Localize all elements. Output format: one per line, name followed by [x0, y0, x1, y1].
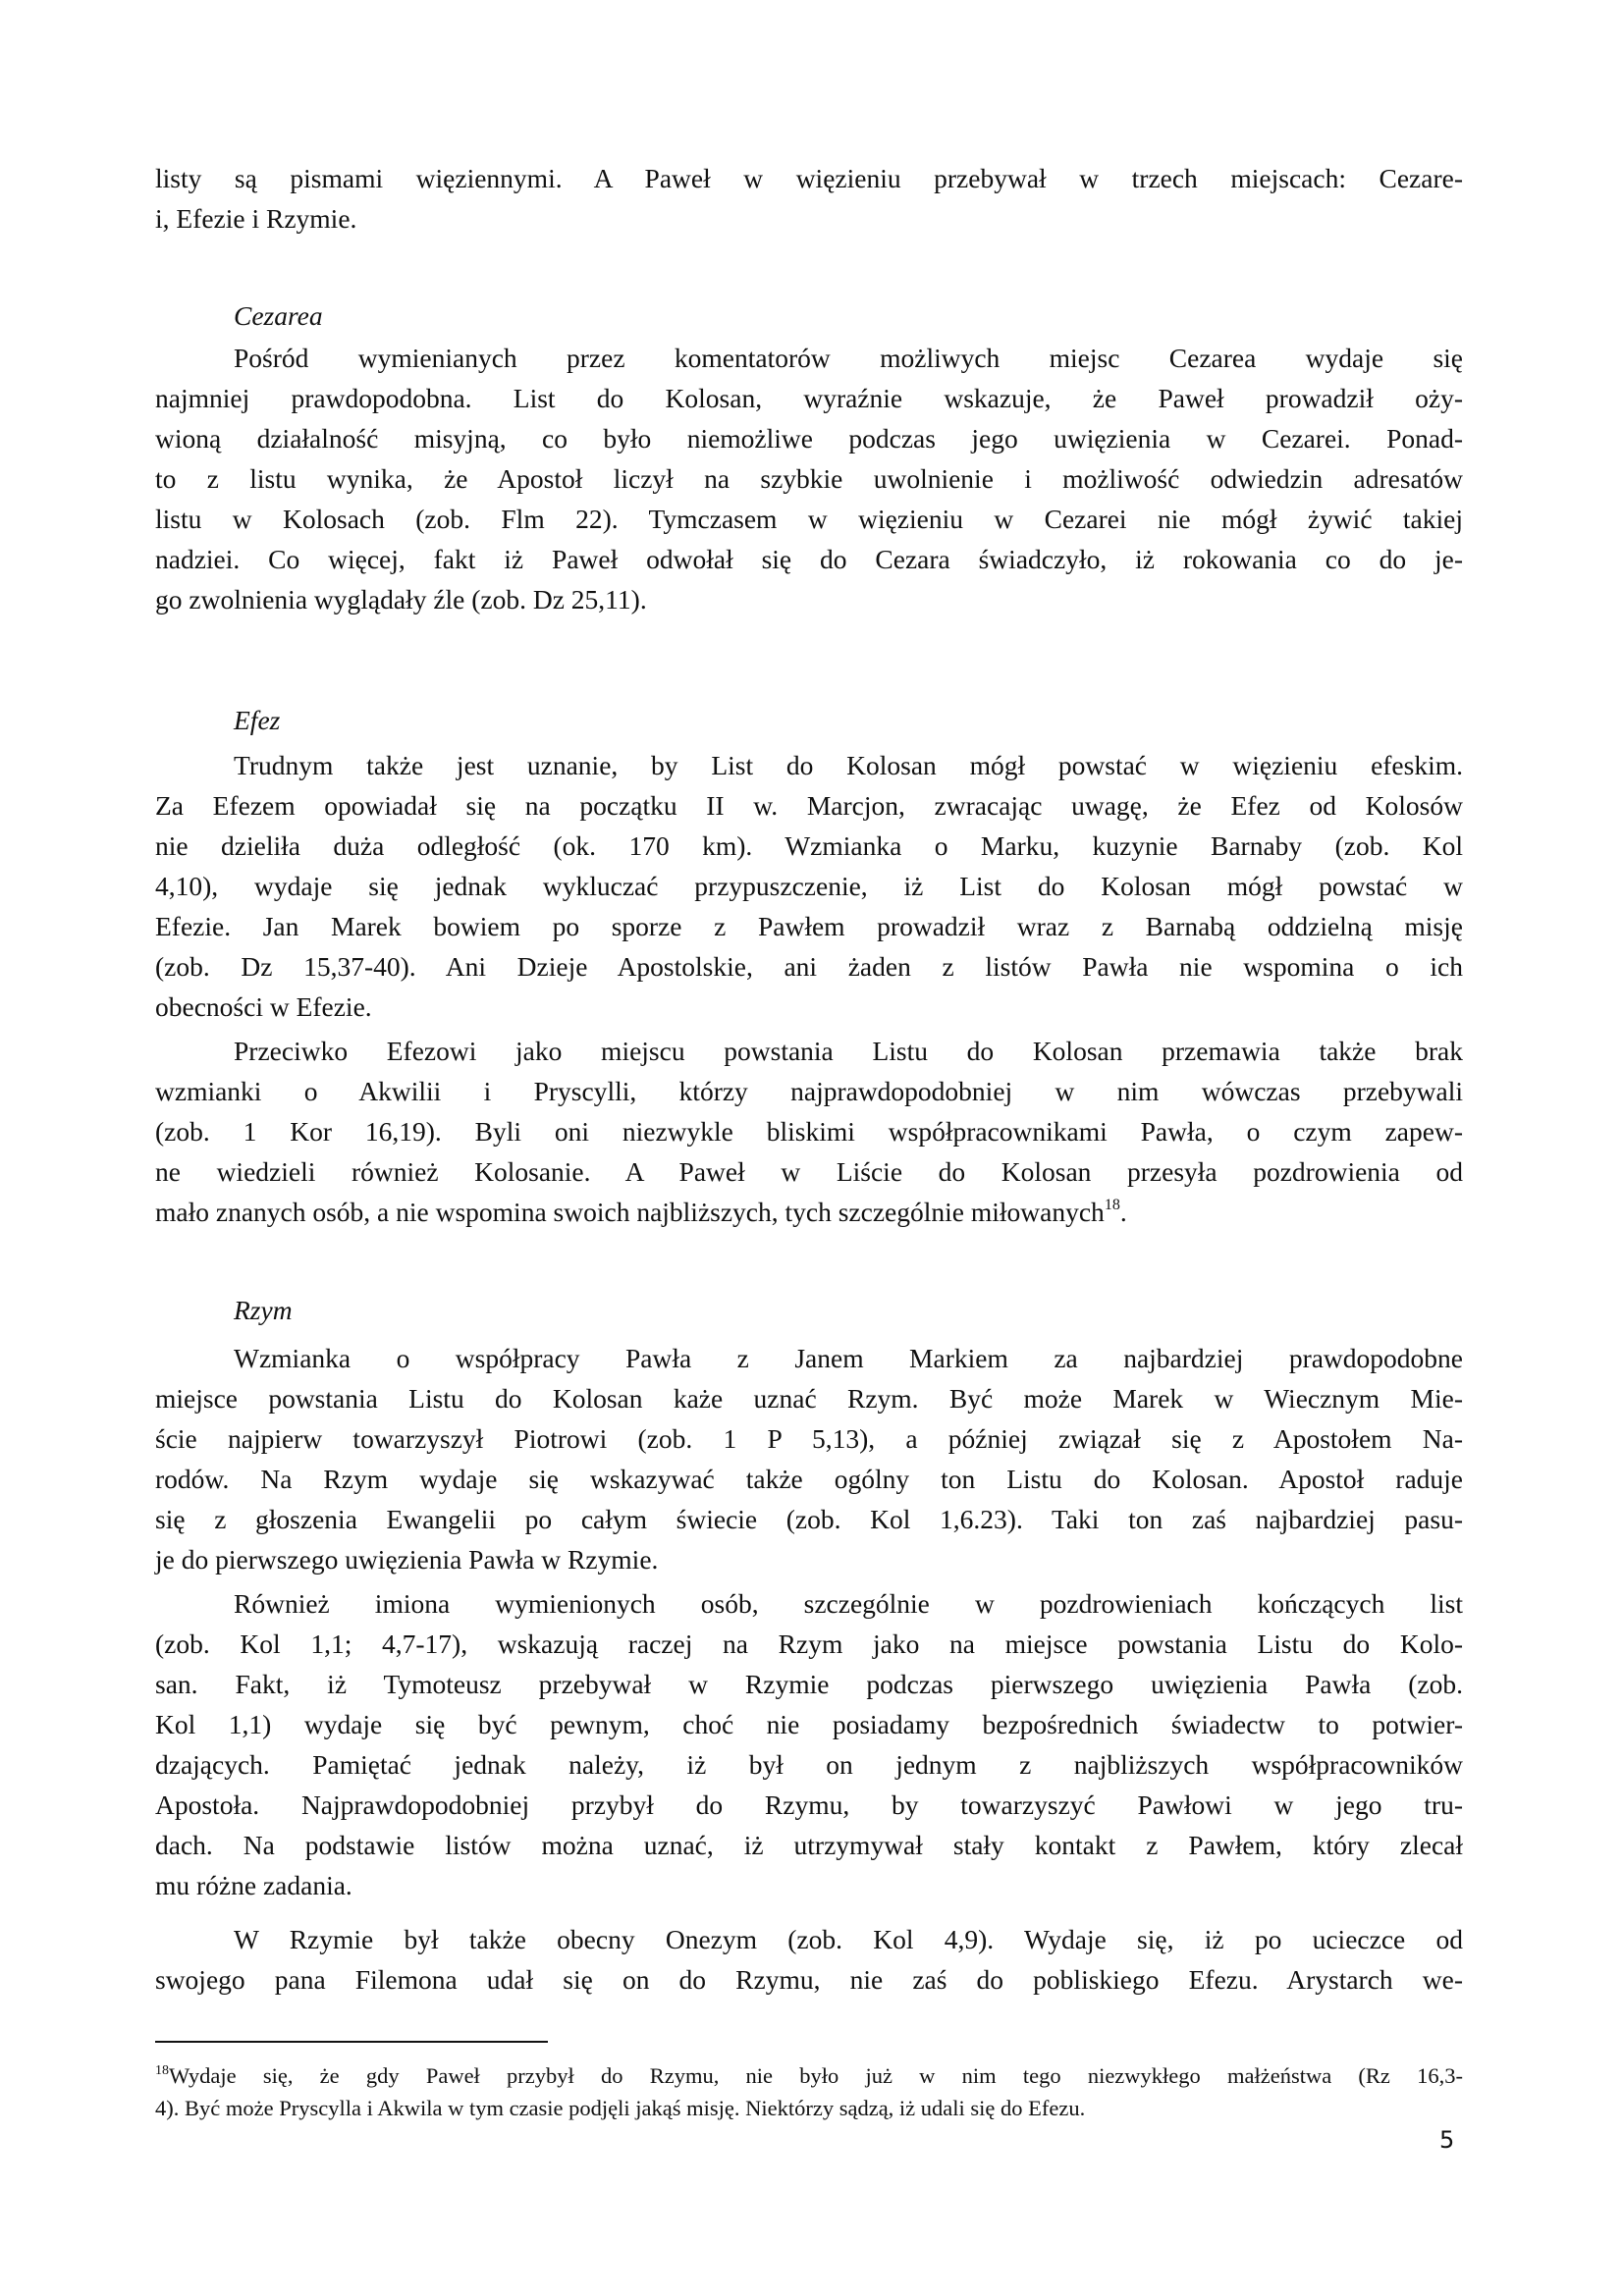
- text-line: 4,10), wydaje się jednak wykluczać przypuszczenie, iż List do Kolosan mógł powstać w: [155, 871, 1463, 901]
- footnote-text: Wydaje się, że gdy Paweł przybył do Rzymu, nie było już w nim tego niezwykłego małżeństwa (Rz 16,3-: [169, 2063, 1463, 2088]
- text-line: [155, 1192, 1463, 1232]
- text-line: Trudnym także jest uznanie, by List do Kolosan mógł powstać w więzieniu efeskim.: [234, 750, 1463, 780]
- footnote-reference[interactable]: 18: [1104, 1197, 1120, 1213]
- footnote-line: 4). Być może Pryscylla i Akwila w tym czasie podjęli jakąś misję. Niektórzy sądzą, iż udali się do Efezu.: [155, 2096, 1086, 2120]
- page-number: 5: [1439, 2126, 1455, 2154]
- text-line: Przeciwko Efezowi jako miejscu powstania Listu do Kolosan przemawia także brak: [234, 1036, 1463, 1066]
- text-line: Za Efezem opowiadał się na początku II w. Marcjon, zwracając uwagę, że Efez od Kolosów: [155, 790, 1463, 821]
- text-line: (zob. Dz 15,37-40). Ani Dzieje Apostolskie, ani żaden z listów Pawła nie wspomina o ich: [155, 951, 1463, 982]
- text-line: Wzmianka o współpracy Pawła z Janem Markiem za najbardziej prawdopodobne: [234, 1343, 1463, 1373]
- text-line: Kol 1,1) wydaje się być pewnym, choć nie posiadamy bezpośrednich świadectw to potwier-: [155, 1709, 1463, 1739]
- text-line: swojego pana Filemona udał się on do Rzymu, nie zaś do pobliskiego Efezu. Arystarch we-: [155, 1964, 1463, 1995]
- text-line: Pośród wymienianych przez komentatorów możliwych miejsc Cezarea wydaje się: [234, 343, 1463, 373]
- text-line: listy są pismami więziennymi. A Paweł w więzieniu przebywał w trzech miejscach: Cezare-: [155, 163, 1463, 193]
- text-line: ne wiedzieli również Kolosanie. A Paweł w Liście do Kolosan przesyła pozdrowienia od: [155, 1156, 1463, 1187]
- efez-paragraph-1: [155, 745, 1463, 1027]
- rzym-paragraph-2: [155, 1583, 1463, 1905]
- rzym-paragraph-1: [155, 1338, 1463, 1579]
- footnote-line: [155, 2059, 1463, 2092]
- text-line-content: mało znanych osób, a nie wspomina swoich najbliższych, tych szczególnie miłowanych: [155, 1197, 1105, 1227]
- text-line: dach. Na podstawie listów można uznać, iż utrzymywał stały kontakt z Pawłem, który zlecał: [155, 1830, 1463, 1860]
- text-line: nadziei. Co więcej, fakt iż Paweł odwołał się do Cezara świadczyło, iż rokowania co do je-: [155, 544, 1463, 574]
- text-line: W Rzymie był także obecny Onezym (zob. Kol 4,9). Wydaje się, iż po ucieczce od: [234, 1924, 1463, 1954]
- text-line: (zob. Kol 1,1; 4,7-17), wskazują raczej na Rzym jako na miejsce powstania Listu do Kolo-: [155, 1629, 1463, 1659]
- section-heading-cezarea: Cezarea: [234, 300, 323, 331]
- footnote-number: 18: [155, 2063, 169, 2078]
- section-heading-efez: Efez: [234, 705, 281, 735]
- footnote-18: [155, 2059, 1463, 2124]
- text-line: wzmianki o Akwilii i Pryscylli, którzy najprawdopodobniej w nim wówczas przebywali: [155, 1076, 1463, 1106]
- cezarea-paragraph: [155, 338, 1463, 619]
- text-line: ście najpierw towarzyszył Piotrowi (zob. 1 P 5,13), a później związał się z Apostołem Na-: [155, 1423, 1463, 1454]
- text-line: Również imiona wymienionych osób, szczególnie w pozdrowieniach kończących list: [234, 1588, 1463, 1619]
- text-line: wioną działalność misyjną, co było niemożliwe podczas jego uwięzienia w Cezarei. Ponad-: [155, 423, 1463, 454]
- text-line: dzających. Pamiętać jednak należy, iż był on jednym z najbliższych współpracowników: [155, 1749, 1463, 1780]
- text-line: to z listu wynika, że Apostoł liczył na szybkie uwolnienie i możliwość odwiedzin adresatów: [155, 463, 1463, 494]
- text-line: (zob. 1 Kor 16,19). Byli oni niezwykle bliskimi współpracownikami Pawła, o czym zapew-: [155, 1116, 1463, 1147]
- text-line: rodów. Na Rzym wydaje się wskazywać także ogólny ton Listu do Kolosan. Apostoł raduje: [155, 1464, 1463, 1494]
- rzym-paragraph-3: [155, 1919, 1463, 2000]
- text-line: listu w Kolosach (zob. Flm 22). Tymczasem w więzieniu w Cezarei nie mógł żywić takiej: [155, 504, 1463, 534]
- text-line: obecności w Efezie.: [155, 991, 372, 1022]
- text-line: mu różne zadania.: [155, 1870, 352, 1900]
- footnote-separator: [155, 2041, 548, 2043]
- text-line: san. Fakt, iż Tymoteusz przebywał w Rzymie podczas pierwszego uwięzienia Pawła (zob.: [155, 1669, 1463, 1699]
- text-line: Apostoła. Najprawdopodobniej przybył do Rzymu, by towarzyszyć Pawłowi w jego tru-: [155, 1789, 1463, 1820]
- text-line: i, Efezie i Rzymie.: [155, 203, 357, 234]
- text-line: je do pierwszego uwięzienia Pawła w Rzymie.: [155, 1544, 659, 1575]
- text-line: miejsce powstania Listu do Kolosan każe uznać Rzym. Być może Marek w Wiecznym Mie-: [155, 1383, 1463, 1414]
- end-punctuation: .: [1119, 1197, 1127, 1227]
- text-line: nie dzieliła duża odległość (ok. 170 km). Wzmianka o Marku, kuzynie Barnaby (zob. Kol: [155, 830, 1463, 861]
- text-line: się z głoszenia Ewangelii po całym świecie (zob. Kol 1,6.23). Taki ton zaś najbardziej pasu-: [155, 1504, 1463, 1534]
- intro-paragraph: [155, 158, 1463, 239]
- text-line: go zwolnienia wyglądały źle (zob. Dz 25,11).: [155, 584, 647, 614]
- text-line: najmniej prawdopodobna. List do Kolosan, wyraźnie wskazuje, że Paweł prowadził oży-: [155, 383, 1463, 413]
- efez-paragraph-2: [155, 1031, 1463, 1232]
- section-heading-rzym: Rzym: [234, 1295, 293, 1325]
- text-line: Efezie. Jan Marek bowiem po sporze z Pawłem prowadził wraz z Barnabą oddzielną misję: [155, 911, 1463, 941]
